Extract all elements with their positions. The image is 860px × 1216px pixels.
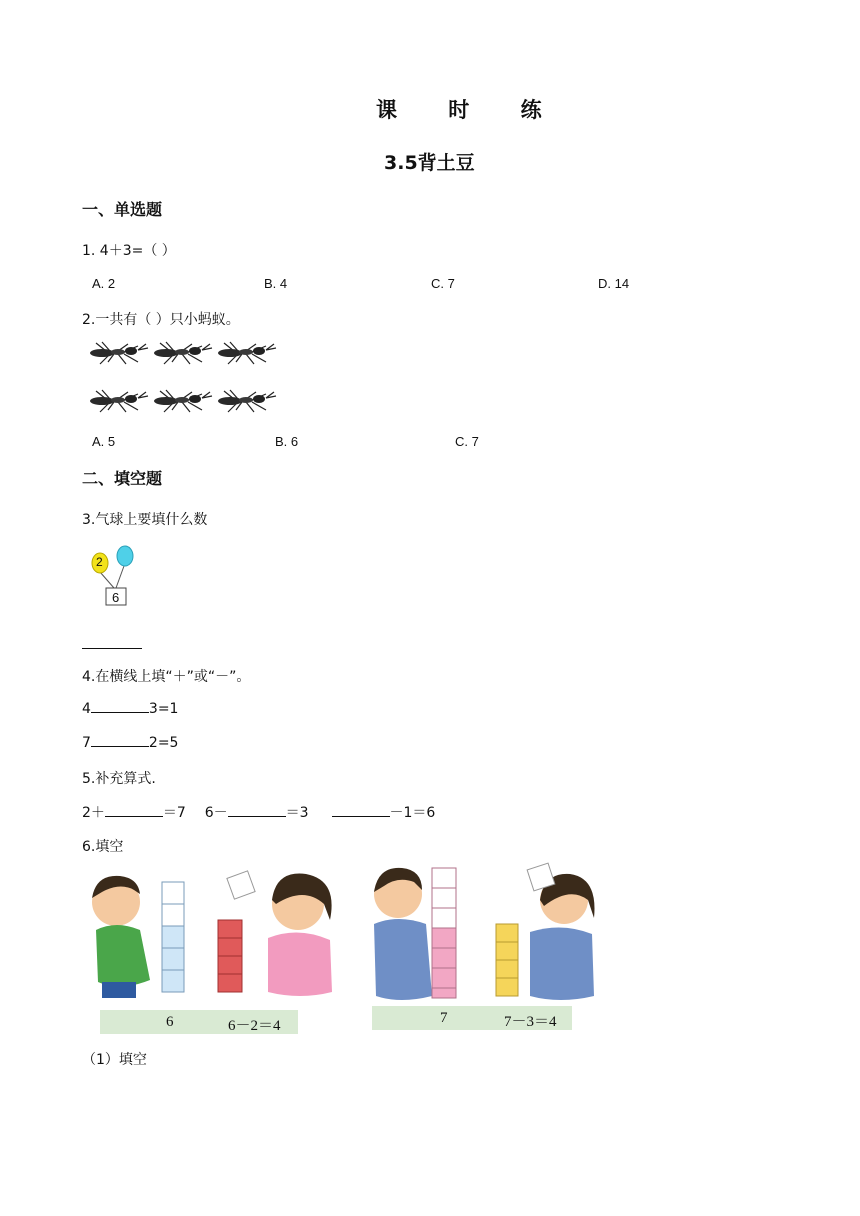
right-caption-equation: 7－3＝4: [504, 1014, 557, 1030]
ant-icon: [90, 342, 148, 364]
blocks-illustration-right: [364, 860, 604, 1032]
question-6-stem: 6.填空: [82, 839, 124, 855]
q5-part2-blank[interactable]: [228, 804, 286, 817]
left-caption-number: 6: [166, 1014, 174, 1030]
balloon-number: 2: [96, 555, 103, 569]
ant-icon: [218, 342, 276, 364]
ant-icon: [90, 390, 148, 412]
ant-icon: [154, 390, 212, 412]
question-2-option-b: B. 6: [275, 434, 299, 449]
q4-line2-left: 7: [82, 735, 91, 751]
question-3-answer-line: [82, 636, 142, 649]
q4-line1-blank[interactable]: [91, 700, 149, 713]
q4-line1-right: 3=1: [148, 701, 179, 717]
question-2-option-c: C. 7: [455, 434, 479, 449]
q5-part1-blank[interactable]: [105, 804, 163, 817]
ants-illustration: [84, 334, 284, 426]
question-4-stem: 4.在横线上填“＋”或“－”。: [82, 669, 251, 685]
q5-part2-left: 6－: [204, 805, 228, 821]
right-caption-number: 7: [440, 1010, 448, 1026]
blocks-illustration-left: [80, 860, 350, 1040]
q4-line2-right: 2=5: [148, 735, 179, 751]
q4-line2-blank[interactable]: [91, 734, 149, 747]
ant-icon: [218, 390, 276, 412]
page-subtitle: 3.5背土豆: [384, 152, 475, 174]
question-5-stem: 5.补充算式.: [82, 771, 156, 787]
question-1-stem: 1. 4＋3=（ ）: [82, 243, 176, 259]
question-4-line-1: [82, 700, 178, 717]
section-heading-single-choice: 一、单选题: [82, 200, 163, 219]
question-1-option-d: D. 14: [598, 276, 630, 291]
q4-line1-left: 4: [82, 701, 91, 717]
question-2-stem: 2.一共有（ ）只小蚂蚁。: [82, 312, 240, 328]
q5-part1-left: 2＋: [82, 805, 105, 821]
question-2-option-a: A. 5: [92, 434, 116, 449]
question-3-stem: 3.气球上要填什么数: [82, 512, 208, 528]
question-1-option-a: A. 2: [92, 276, 116, 291]
q5-part2-right: ＝3: [285, 805, 309, 821]
q5-part1-right: ＝7: [162, 805, 186, 821]
ant-icon: [154, 342, 212, 364]
question-1-option-b: B. 4: [264, 276, 288, 291]
q5-part3-right: －1＝6: [389, 805, 436, 821]
q5-part3-blank[interactable]: [332, 804, 390, 817]
left-caption-equation: 6－2＝4: [228, 1018, 281, 1034]
question-1-option-c: C. 7: [431, 276, 455, 291]
question-6-sub-1: （1）填空: [82, 1052, 147, 1068]
section-heading-fill-blank: 二、填空题: [82, 469, 163, 488]
question-5-equations: [82, 802, 435, 822]
page-title: 课 时 练: [376, 98, 564, 122]
box-number: 6: [112, 590, 120, 605]
question-4-line-2: [82, 734, 178, 751]
balloons-figure: [88, 542, 144, 610]
